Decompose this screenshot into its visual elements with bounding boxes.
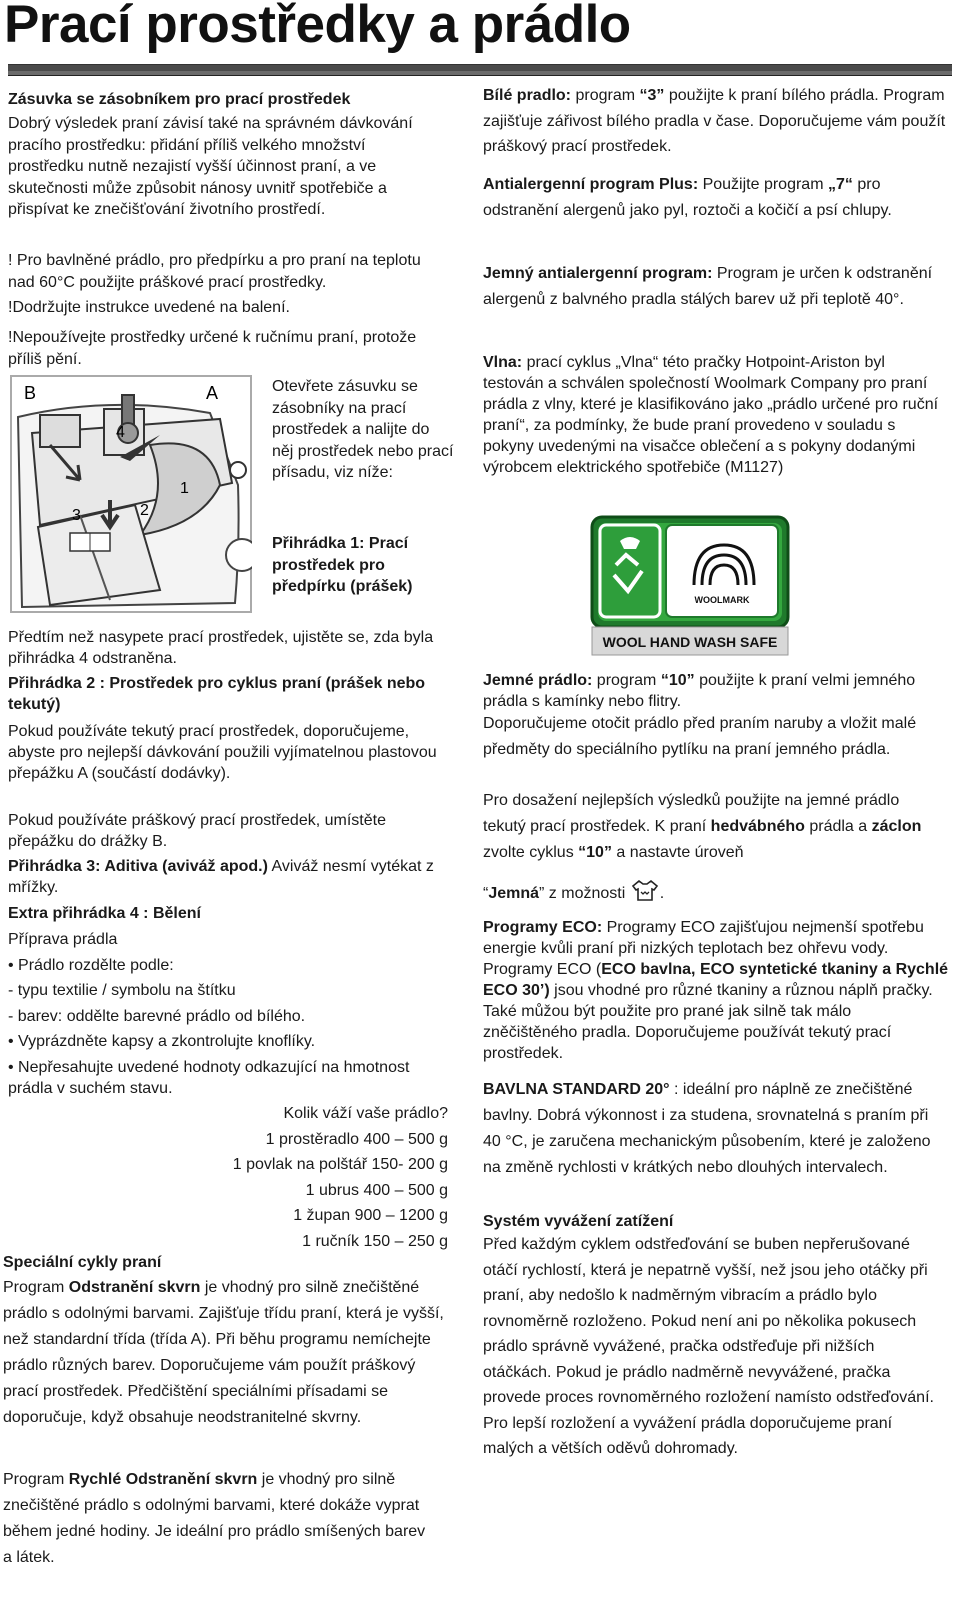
weights-question: Kolik váží vaše prádlo? [283,1105,448,1122]
warning-powder: ! Pro bavlněné prádlo, pro předpírku a pro praní na teplotu nad 60°C použijte práškové prací prostředky. [8,252,421,291]
weight-row: 1 župan 900 – 1200 g [293,1207,448,1224]
delicate-tip: Doporučujeme otočit prádlo před praním naruby a vložit malé předměty do speciálního pytlíku na praní jemného prádla. [483,715,917,758]
compartment-2-heading: Přihrádka 2 : Prostředek pro cyklus praní (prášek nebo tekutý) [8,675,426,713]
diagram-label-1: 1 [180,480,189,497]
weight-row: 1 ručník 150 – 250 g [302,1233,448,1250]
compartment-3-text: Přihrádka 3: Aditiva (aviváž apod.) Aviváž nesmí vytékat z mřížky. [8,858,434,896]
preparation-item: • Nepřesahujte uvedené hodnoty odkazující na hmotnost prádla v suchém stavu. [8,1059,410,1097]
detergent-drawer-diagram [10,375,252,613]
special-cycles-heading: Speciální cykly praní [3,1254,162,1271]
title-divider [8,64,952,76]
page-title: Prací prostředky a prádlo [4,0,631,54]
antiallergen-plus-text: Antialergenní program Plus: Použijte program „7“ pro odstranění alergenů jako pyl, roztoči a kočičí a psí chlupy. [483,176,892,219]
open-drawer-text: Otevřete zásuvku se zásobníky na prací prostředek a nalijte do něj prostředek nebo prací přísadu, viz níže: [272,378,454,481]
cotton-standard-text: BAVLNA STANDARD 20° : ideální pro náplně ze znečištěné bavlny. Dobrá výkonnost i za studena, srovnatelná s praním při 40 °C, je zaručena mechanickým působením, které je založeno na změně rychlosti v krátkých nebo dlouhých intervalech. [483,1081,931,1176]
preparation-item: - barev: oddělte barevné prádlo od bílého. [8,1008,306,1025]
stain-removal-text: Program Odstranění skvrn je vhodný pro silně znečištěné prádlo s odolnými barvami. Zajišťuje třídu praní, která je vyšší, než standardní třída (třída A). Při běhu programu nemíchejte prádlo různých barev. Doporučujeme vám použít práškový prací prostředek. Předčištění speciálními přísadami se doporučuje, když obsahuje neodstranitelné skvrny. [3,1279,444,1426]
diagram-label-2: 2 [140,502,149,519]
delicate-silk-text: Pro dosažení nejlepších výsledků použijte na jemné prádlo tekutý prací prostředek. K praní hedvábného prádla a záclon zvolte cyklus “10” a nastavte úroveň [483,792,922,861]
diagram-label-b: B [24,383,37,403]
weight-row: 1 prostěradlo 400 – 500 g [265,1131,448,1148]
diagram-label-4: 4 [116,424,125,441]
quick-stain-removal-text: Program Rychlé Odstranění skvrn je vhodný pro silně znečištěné prádlo s odolnými barvami, které dokáže vyprat během jedné hodiny. Je ideální pro prádlo smíšených barev a látek. [3,1471,426,1566]
preparation-heading: Příprava prádla [8,931,118,948]
delicate-text: Jemné prádlo: program “10” použijte k praní velmi jemného prádla s kamínky nebo flitry. [483,672,916,710]
before-filling-text: Předtím než nasypete prací prostředek, ujistěte se, zda byla přihrádka 4 odstraněna. [8,629,434,667]
woolmark-wordmark: WOOLMARK [694,595,750,605]
compartment-2-liquid: Pokud používáte tekutý prací prostředek, doporučujeme, abyste pro nejlepší dávkování použili vyjímatelnou plastovou přepážku A (součástí dodávky). [8,723,437,782]
compartment-2-powder: Pokud používáte práškový prací prostředek, umístěte přepážku do drážky B. [8,812,386,850]
weight-row: 1 povlak na polštář 150- 200 g [232,1156,448,1173]
load-balance-text: Před každým cyklem odstřeďování se buben nepřerušované otáčí rychlostí, která je nepatrně vyšší, než jsou jeho otáčky při praní, aby nedošlo k nadměrným vibracím a prádlo bylo rovnoměrně rozloženo. Pokud není ani po několika pokusech prádlo správně vyvážené, pračka odstřeďuje při nižších otáčkách. Pokud je prádlo nadměrně nevyvážené, pračka provede proces rovnoměrného rozložení namísto odstřeďování. Pro lepší rozložení a vyvážení prádla doporučujeme praní malých a větších oděvů dohromady. [483,1236,934,1457]
preparation-item: • Vyprázdněte kapsy a zkontrolujte knoflíky. [8,1033,316,1050]
diagram-label-a: A [206,383,219,403]
warning-hand-wash: !Nepoužívejte prostředky určené k ručnímu praní, protože příliš pění. [8,329,417,368]
gentle-option-text: “Jemná” z možnosti . [483,878,945,904]
drawer-heading: Zásuvka se zásobníkem pro prací prostředek [8,91,351,108]
preparation-item: - typu textilie / symbolu na štítku [8,982,236,999]
weight-row: 1 ubrus 400 – 500 g [305,1182,448,1199]
compartment-4-heading: Extra přihrádka 4 : Bělení [8,905,201,922]
intro-paragraph: Dobrý výsledek praní závisí také na správném dávkování pracího prostředku: přidání příliš velkého množství prostředku nutně nezajistí vyšší účinnost praní, a ve skutečnosti může způsobit nánosy uvnitř spotřebiče a přispívat ke znečišťování životního prostředí. [8,115,413,218]
load-balance-heading: Systém vyvážení zatížení [483,1213,674,1230]
gentle-wash-icon [630,878,660,902]
preparation-item: • Prádlo rozdělte podle: [8,957,174,974]
wool-text: Vlna: prací cyklus „Vlna“ této pračky Hotpoint-Ariston byl testován a schválen společností Woolmark Company pro praní prádla z vlny, které je klasifikováno jako „prádlo určené pro ruční praní“, za podmínky, že bude praní provedeno v souladu s pokyny uvedenými na visačce oblečení a s pokyny dodanými výrobcem elektrického spotřebiče (M1127) [483,354,939,476]
gentle-antiallergen-text: Jemný antialergenní program: Program je určen k odstranění alergenů z balvného pradla stálých barev už při teplotě 40°. [483,265,933,308]
woolmark-logo [590,515,790,657]
white-laundry-text: Bílé pradlo: program “3” použijte k praní bílého prádla. Program zajišťuje zářivost bílého pradla v čase. Doporučujeme vám použít práškový prací prostředek. [483,87,946,155]
wool-hand-wash-band: WOOL HAND WASH SAFE [602,634,778,650]
diagram-label-3: 3 [72,507,81,524]
eco-programs-text: Programy ECO: Programy ECO zajišťujou nejmenší spotřebu energie kvůli praní při nizkých teplotach bez ohřevu vody. Programy ECO (ECO bavlna, ECO syntetické tkaniny a Rychlé ECO 30’) jsou vhodné pro různé tkaniny a různou náplň pračky. Také můžou být použite pro prané jak silně tak málo zněčištěného pradla. Doporučujeme používát tekutý prací prostředek. [483,919,949,1062]
compartment-1-label: Přihrádka 1: Prací prostředek pro předpírku (prášek) [272,535,413,595]
warning-instructions: !Dodržujte instrukce uvedené na balení. [8,299,290,316]
